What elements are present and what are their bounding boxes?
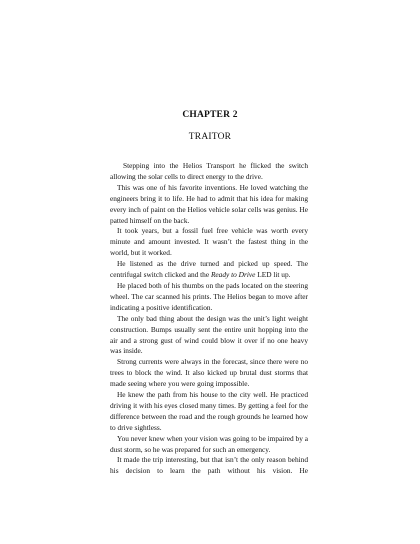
ready-to-drive-emphasis: Ready to Drive <box>210 270 256 280</box>
paragraph <box>110 259 308 281</box>
chapter-heading: CHAPTER 2 <box>182 110 238 120</box>
paragraph: It took years, but a fossil fuel free vehicle was worth every minute and amount invested. It wasn’t the fastest thing in the world, but it worked. <box>110 226 308 258</box>
chapter-title: TRAITOR <box>188 132 232 142</box>
paragraph: This was one of his favorite inventions. He loved watching the engineers bring it to life. He had to admit that his idea for making every inch of paint on the Helios vehicle solar cells was genius. He patted himself on the back. <box>110 182 308 225</box>
paragraph: He knew the path from his house to the city well. He practiced driving it with his eyes closed many times. By getting a feel for the difference between the road and the rough grounds he learned how to drive sightless. <box>110 390 308 432</box>
paragraph: Stepping into the Helios Transport he flicked the switch allowing the solar cells to direct energy to the drive. <box>110 161 308 181</box>
paragraph: It made the trip interesting, but that isn’t the only reason behind his decision to learn the path without his vision. He <box>110 455 308 476</box>
paragraph-text-before: He listened as the drive turned and picked up speed. The centrifugal switch clicked and the <box>110 259 308 280</box>
paragraph: He placed both of his thumbs on the pads located on the steering wheel. The car scanned his prints. The Helios began to move after indicating a positive identification. <box>110 280 308 312</box>
chapter-body <box>110 161 308 477</box>
paragraph: Strong currents were always in the forecast, since there were no trees to block the wind. It also kicked up brutal dust storms that made seeing where you were going impossible. <box>110 357 308 389</box>
paragraph: You never knew when your vision was going to be impaired by a dust storm, so he was prepared for such an emergency. <box>110 433 308 454</box>
paragraph-text-after: LED lit up. <box>255 270 291 280</box>
paragraph: The only bad thing about the design was the unit’s light weight construction. Bumps usually sent the entire unit hopping into the air and a strong gust of wind could blow it over if no one heavy was inside. <box>110 313 308 356</box>
